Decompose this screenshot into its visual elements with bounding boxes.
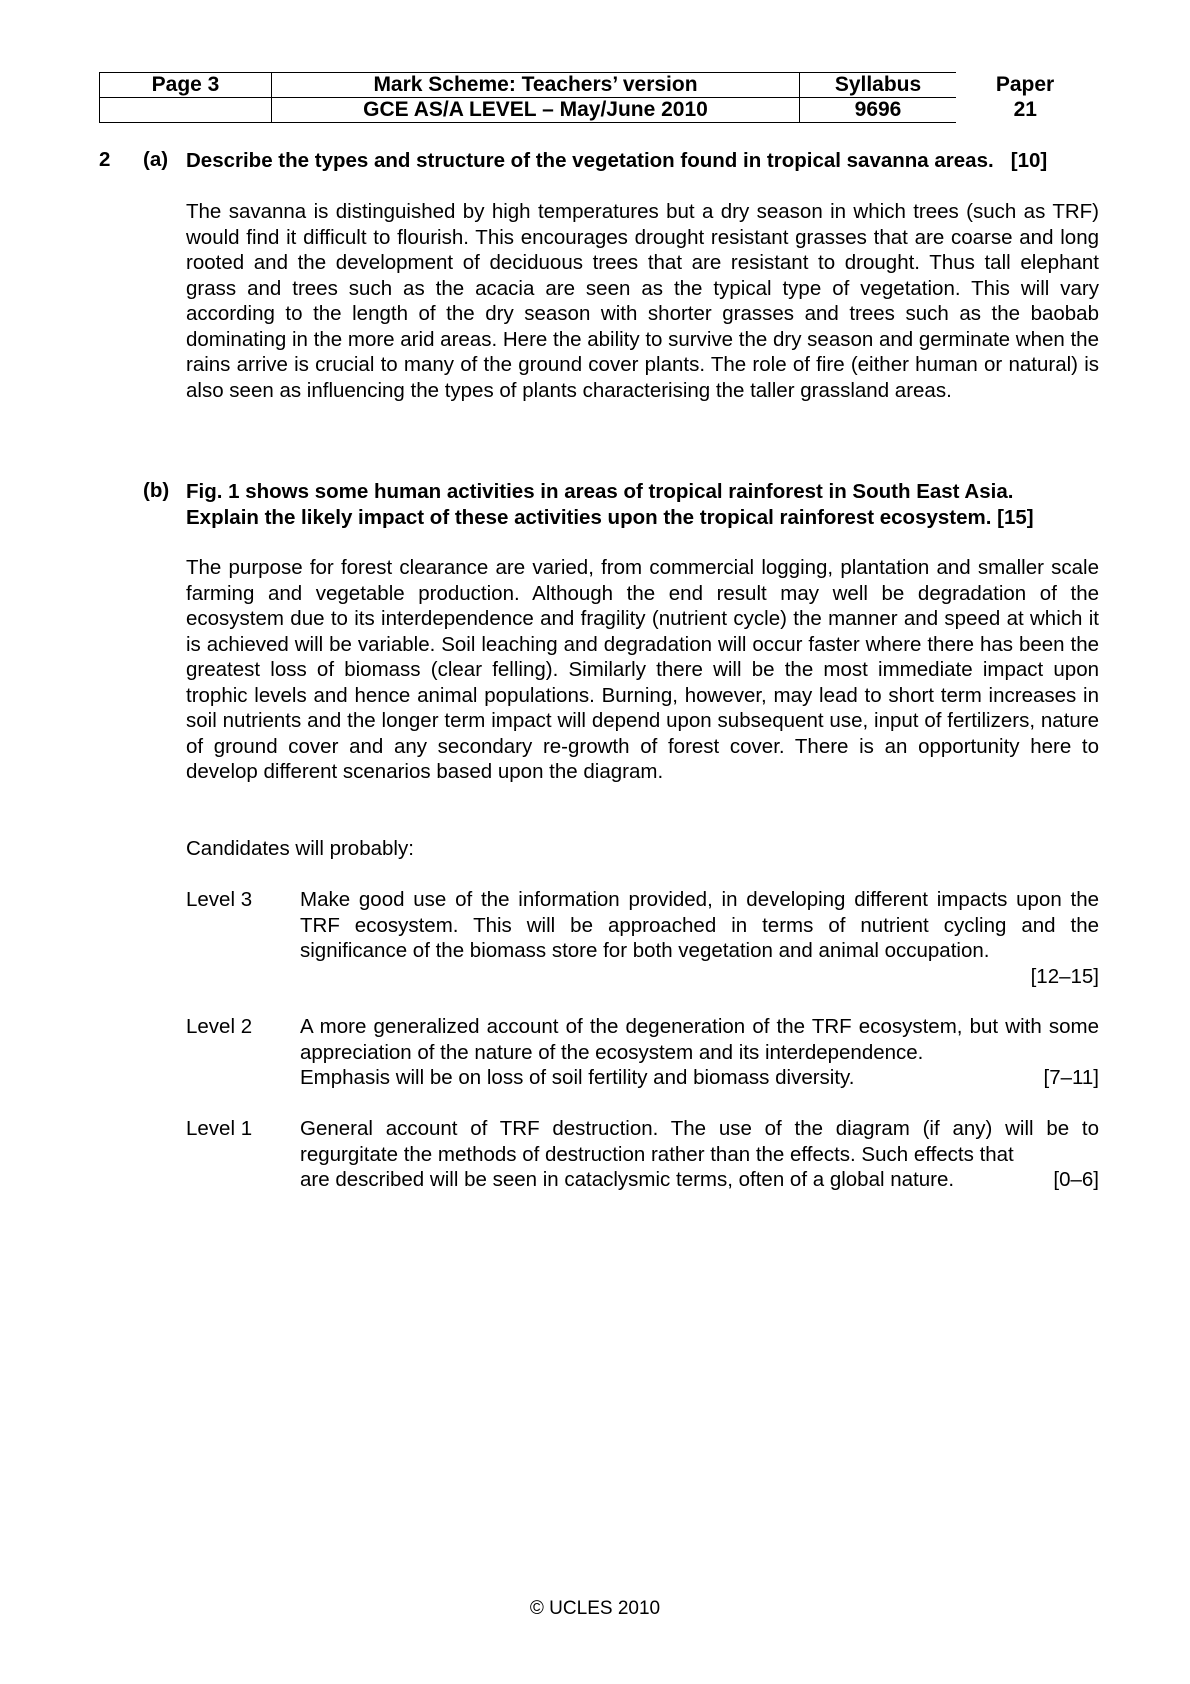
part-a-answer: The savanna is distinguished by high temperatures but a dry season in which trees (such as TRF) would find it difficult to flourish. This encourages drought resistant grasses that are coarse and long rooted and the development of deciduous trees that are resistant to drought. Thus tall elephant grass and trees such as the acacia are seen as the typical type of vegetation. This will vary according to the length of the dry season with shorter grasses and trees such as the baobab dominating in the more arid areas. Here the ability to survive the dry season and germinate when the rains arrive is crucial to many of the ground cover plants. The role of fire (either human or natural) is also seen as influencing the types of plants characterising the taller grassland areas. xyxy=(186,200,1099,402)
level-3-text: Make good use of the information provided, in developing different impacts upon the TRF ecosystem. This will be approached in terms of nutrient cycling and the significance of the biomass store for both vegetation and animal occupation. xyxy=(300,888,1099,962)
level-2-label: Level 2 xyxy=(186,1015,253,1038)
header-paper: 21 xyxy=(1013,98,1037,121)
question-number: 2 xyxy=(99,148,111,171)
part-a-label: (a) xyxy=(143,148,169,171)
header-empty-cell xyxy=(100,98,272,123)
level-1-last-line xyxy=(300,1167,1099,1193)
header-page: Page 3 xyxy=(100,73,272,98)
part-b-answer: The purpose for forest clearance are varied, from commercial logging, plantation and smaller scale farming and vegetable production. Although the end result may well be degradation of the ecosystem due to its interdependence and fragility (nutrient cycle) the manner and speed at which it is achieved will be variable. Soil leaching and degradation will occur faster where there has been the greatest loss of biomass (clear felling). Similarly there will be the most immediate impact upon trophic levels and hence animal populations. Burning, however, may lead to short term increases in soil nutrients and the longer term impact will depend upon subsequent use, input of fertilizers, nature of ground cover and any secondary re-growth of forest cover. There is an opportunity here to develop different scenarios based upon the diagram. xyxy=(186,556,1099,783)
level-3-mark: [12–15] xyxy=(1030,964,1099,988)
part-b-label: (b) xyxy=(143,479,170,502)
level-1-description xyxy=(300,1116,1099,1193)
level-1-last-line-text: are described will be seen in cataclysmic terms, often of a global nature. xyxy=(300,1168,955,1191)
level-2-last-line xyxy=(300,1065,1099,1091)
header-exam: GCE AS/A LEVEL – May/June 2010 xyxy=(272,98,800,123)
level-2-mark: [7–11] xyxy=(1043,1066,1099,1089)
level-1-mark: [0–6] xyxy=(1053,1168,1099,1191)
header-table xyxy=(99,72,1095,123)
part-b-question-line2: Explain the likely impact of these activities upon the tropical rainforest ecosystem. [15] xyxy=(186,505,1034,529)
header-syllabus-label: Syllabus xyxy=(800,73,957,98)
level-1-text: General account of TRF destruction. The use of the diagram (if any) will be to regurgitate the methods of destruction rather than the effects. Such effects that xyxy=(300,1117,1099,1166)
level-2-last-line-text: Emphasis will be on loss of soil fertility and biomass diversity. xyxy=(300,1066,855,1089)
part-a-question: Describe the types and structure of the vegetation found in tropical savanna areas. [10] xyxy=(186,149,1048,172)
level-2-text: A more generalized account of the degeneration of the TRF ecosystem, but with some appreciation of the nature of the ecosystem and its interdependence. xyxy=(300,1015,1099,1064)
level-3-label: Level 3 xyxy=(186,888,253,911)
part-b-question xyxy=(186,479,1099,530)
level-2-description xyxy=(300,1014,1099,1091)
candidates-intro: Candidates will probably: xyxy=(186,837,414,860)
level-1-label: Level 1 xyxy=(186,1117,253,1140)
header-title: Mark Scheme: Teachers’ version xyxy=(272,73,800,98)
header-paper-label: Paper xyxy=(995,73,1055,96)
part-b-question-line1: Fig. 1 shows some human activities in areas of tropical rainforest in South East Asia. xyxy=(186,480,1014,503)
level-3-description xyxy=(300,887,1099,989)
footer-copyright: © UCLES 2010 xyxy=(529,1598,661,1619)
header-syllabus: 9696 xyxy=(800,98,957,123)
